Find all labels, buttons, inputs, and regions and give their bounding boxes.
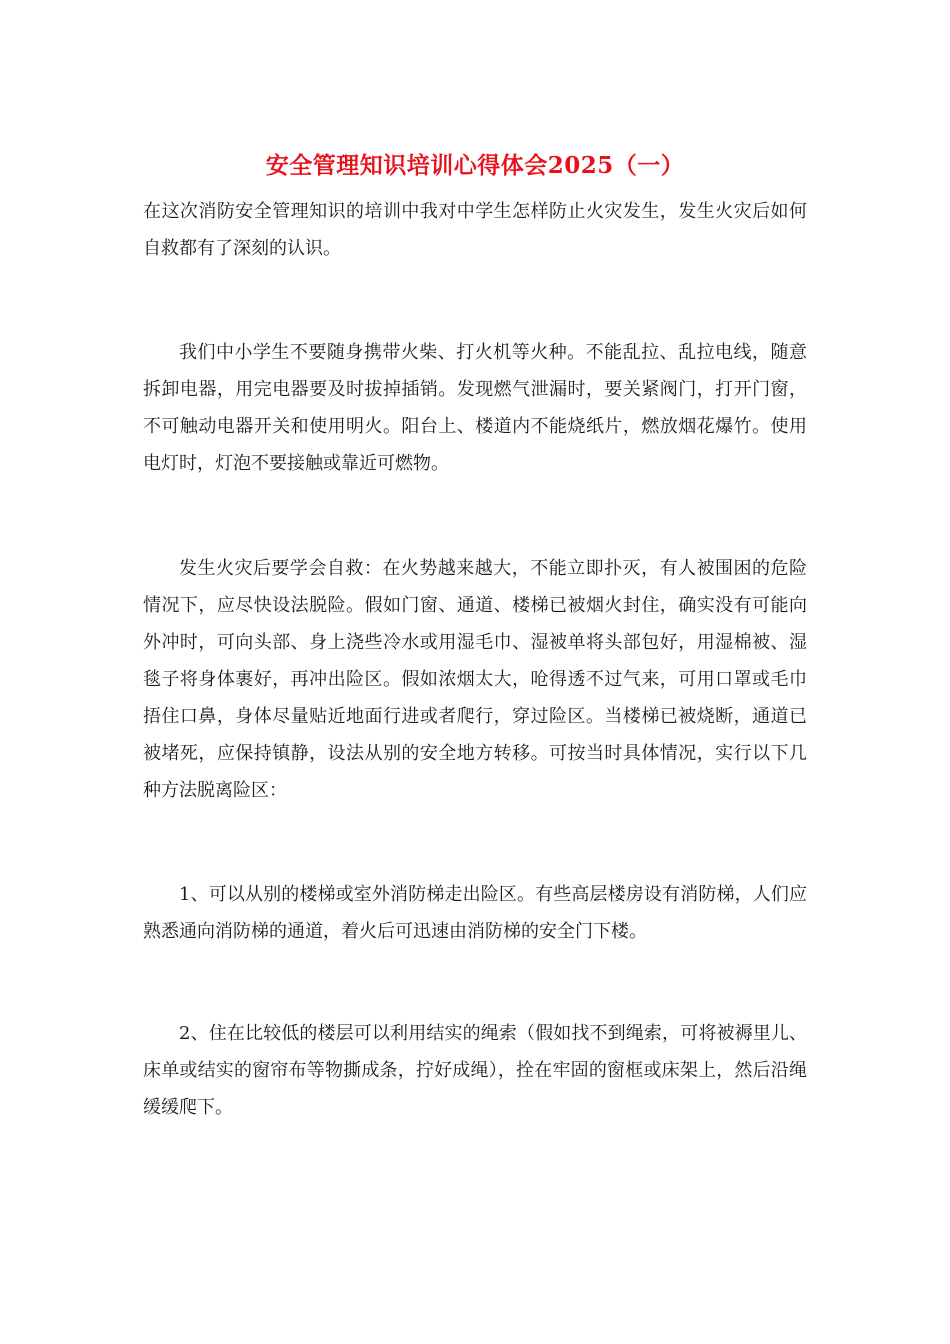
paragraph-method-2: 2、住在比较低的楼层可以利用结实的绳索（假如找不到绳索，可将被褥里儿、床单或结实的窗帘布等物撕成条，拧好成绳），拴在牢固的窗框或床架上，然后沿绳缓缓爬下。 [143,1023,807,1118]
paragraph-method-1: 1、可以从别的楼梯或室外消防梯走出险区。有些高层楼房设有消防梯，人们应熟悉通向消防梯的通道，着火后可迅速由消防梯的安全门下楼。 [143,884,807,942]
paragraph-self-rescue: 发生火灾后要学会自救：在火势越来越大，不能立即扑灭，有人被围困的危险情况下，应尽快设法脱险。假如门窗、通道、楼梯已被烟火封住，确实没有可能向外冲时，可向头部、身上浇些冷水或用湿毛巾、湿被单将头部包好，用湿棉被、湿毯子将身体裹好，再冲出险区。假如浓烟太大，呛得透不过气来，可用口罩或毛巾捂住口鼻，身体尽量贴近地面行进或者爬行，穿过险区。当楼梯已被烧断，通道已被堵死，应保持镇静，设法从别的安全地方转移。可按当时具体情况，实行以下几种方法脱离险区： [143,558,807,801]
paragraph-intro: 在这次消防安全管理知识的培训中我对中学生怎样防止火灾发生，发生火灾后如何自救都有了深刻的认识。 [143,201,807,259]
paragraph-prevention: 我们中小学生不要随身携带火柴、打火机等火种。不能乱拉、乱拉电线，随意拆卸电器，用完电器要及时拔掉插销。发现燃气泄漏时，要关紧阀门，打开门窗，不可触动电器开关和使用明火。阳台上、楼道内不能烧纸片，燃放烟花爆竹。使用电灯时，灯泡不要接触或靠近可燃物。 [143,342,807,474]
document-title: 安全管理知识培训心得体会2025（一） [265,152,685,179]
